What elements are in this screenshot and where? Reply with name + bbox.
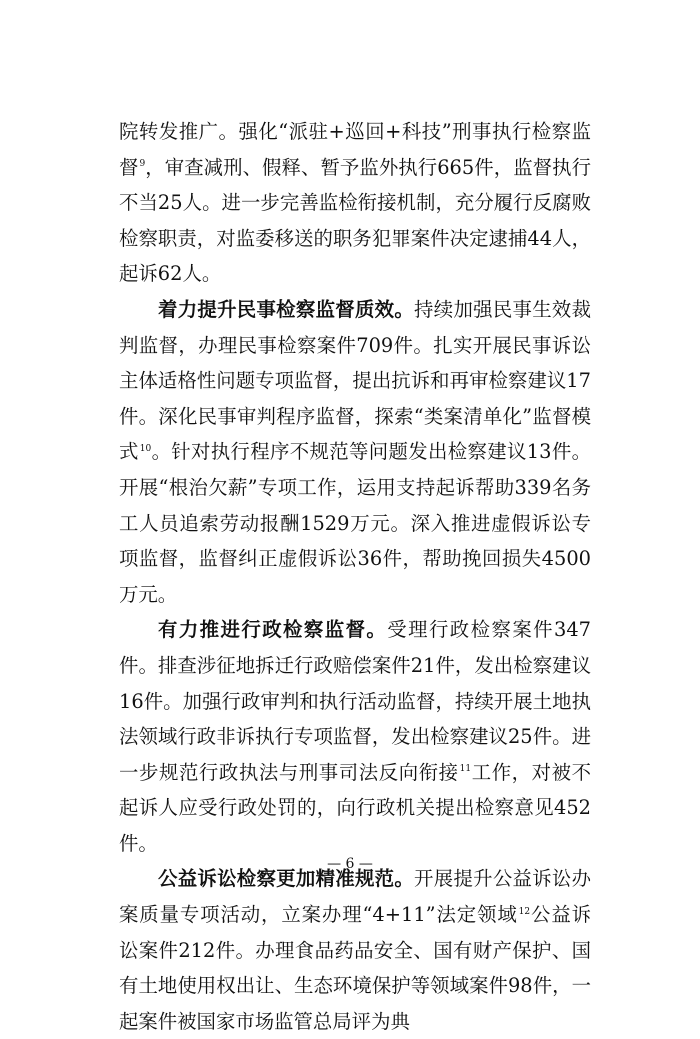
paragraph-civil-supervision [119, 292, 591, 612]
paragraph-heading: 有力推进行政检察监督。 [158, 618, 388, 642]
paragraph-heading: 着力提升民事检察监督质效。 [158, 297, 415, 321]
paragraph-text: 公益诉讼案件212件。办理食品药品安全、国有财产保护、国有土地使用权出让、生态环境保护等领域案件98件，一起案件被国家市场监管总局评为典 [119, 903, 592, 1033]
footnote-ref-10: 10 [139, 443, 152, 454]
paragraph-public-interest-litigation [119, 861, 591, 1039]
body-text [119, 114, 591, 1039]
paragraph-text: 持续加强民事生效裁判监督，办理民事检察案件709件。扎实开展民事诉讼主体适格性问题专项监督，提出抗诉和再审检察建议17件。深化民事审判程序监督，探索“类案清单化”监督模式 [119, 297, 592, 464]
paragraph-text: 开展提升公益诉讼办案质量专项活动，立案办理“4+11”法定领域 [119, 867, 592, 927]
paragraph-text: 工作，对被不起诉人应受行政处罚的，向行政机关提出检察意见452件。 [119, 760, 592, 855]
paragraph-heading: 公益诉讼检察更加精准规范。 [158, 867, 415, 891]
paragraph-criminal-execution [119, 114, 591, 292]
footnote-ref-11: 11 [459, 764, 472, 775]
paragraph-text: 院转发推广。强化“派驻+巡回+科技”刑事执行检察监督 [119, 120, 591, 179]
paragraph-administrative-supervision [119, 612, 591, 861]
footnote-ref-9: 9 [139, 159, 146, 170]
paragraph-text: 。针对执行程序不规范等问题发出检察建议13件。开展“根治欠薪”专项工作，运用支持起诉帮助339名务工人员追索劳动报酬1529万元。深入推进虚假诉讼专项监督，监督纠正虚假诉讼36件，帮助挽回损失4500万元。 [119, 440, 591, 606]
footnote-ref-12: 12 [518, 906, 531, 917]
page-number: — 6 — [327, 856, 373, 872]
paragraph-text: 受理行政检察案件347件。排查涉征地拆迁行政赔偿案件21件，发出检察建议16件。加强行政审判和执行活动监督，持续开展土地执法领域行政非诉执行专项监督，发出检察建议25件。进一步规范行政执法与刑事司法反向衔接 [119, 618, 592, 784]
paragraph-text: ，审查减刑、假释、暂予监外执行665件，监督执行不当25人。进一步完善监检衔接机制，充分履行反腐败检察职责，对监委移送的职务犯罪案件决定逮捕44人，起诉62人。 [119, 155, 592, 286]
